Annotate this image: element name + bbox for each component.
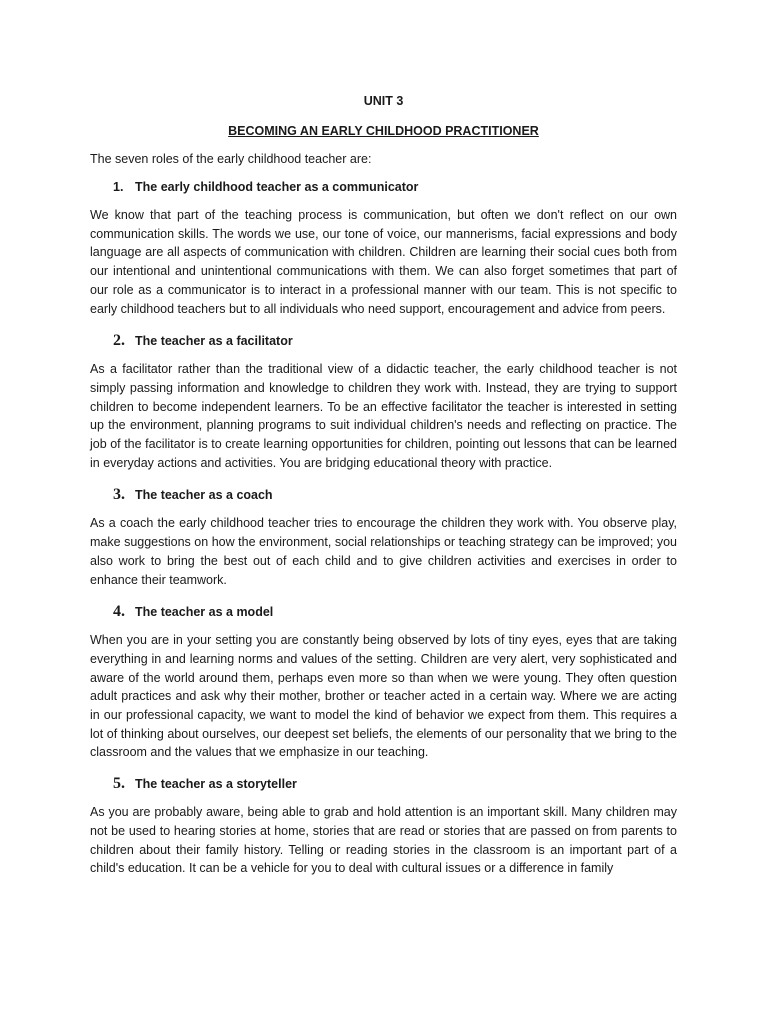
section-heading-3	[90, 486, 677, 504]
section-number: 2.	[113, 332, 125, 350]
section-number: 1.	[113, 180, 124, 194]
section-title: The early childhood teacher as a communicator	[135, 180, 419, 194]
section-title: The teacher as a facilitator	[135, 334, 293, 349]
intro-text: The seven roles of the early childhood teacher are:	[90, 152, 372, 166]
section-body-2: As a facilitator rather than the traditional view of a didactic teacher, the early childhood teacher is not simply passing information and knowledge to children they work with. Instead, they are trying to support children to become independent learners. To be an effective facilitator the teacher is interested in setting up the environment, planning programs to suit individual children's needs and reflecting on practice. The job of the facilitator is to create learning opportunities for children, pointing out lessons that can be learned in everyday actions and activities. You are bridging educational theory with practice.	[90, 362, 677, 470]
section-body-3: As a coach the early childhood teacher tries to encourage the children they work with. You observe play, make suggestions on how the environment, social relationships or teaching strategy can be improved; you also work to bring the best out of each child and to give children activities and exercises in order to enhance their teamwork.	[90, 516, 677, 587]
section-heading-2	[90, 332, 677, 350]
section-title: The teacher as a coach	[135, 488, 273, 503]
section-heading-5	[90, 775, 677, 793]
section-title: The teacher as a storyteller	[135, 777, 297, 792]
document-title: BECOMING AN EARLY CHILDHOOD PRACTITIONER	[228, 124, 539, 138]
section-heading-4	[90, 603, 677, 621]
section-title: The teacher as a model	[135, 605, 274, 620]
section-heading-1	[90, 179, 677, 196]
section-body-5: As you are probably aware, being able to grab and hold attention is an important skill. Many children may not be used to hearing stories at home, stories that are read or stories that are passed on from parents to children about their family history. Telling or reading stories in the classroom is an important part of a child's education. It can be a vehicle for you to deal with cultural issues or a difference in family	[90, 805, 677, 876]
section-number: 3.	[113, 486, 125, 504]
section-number: 4.	[113, 603, 125, 621]
section-body-4: When you are in your setting you are constantly being observed by lots of tiny eyes, eyes that are taking everything in and learning norms and values of the setting. Children are very alert, very sophisticated and aware of the world around them, perhaps even more so than when we were young. They often question adult practices and ask why their mother, brother or teacher acted in a certain way. Where we are acting in our professional capacity, we want to model the kind of behavior we expect from them. This requires a lot of thinking about ourselves, our deepest set beliefs, the elements of our personality that we bring to the classroom and the values that we emphasize in our teaching.	[90, 633, 677, 760]
section-number: 5.	[113, 775, 125, 793]
section-body-1: We know that part of the teaching process is communication, but often we don't reflect on our own communication skills. The words we use, our tone of voice, our mannerisms, facial expressions and body language are all aspects of communication with children. Children are learning their social cues both from our intentional and unintentional communications with them. We can also forget sometimes that part of our role as a communicator is to interact in a professional manner with our team. This is not specific to early childhood teachers but to all individuals who need support, encouragement and advice from peers.	[90, 208, 677, 316]
document-page	[90, 93, 677, 878]
unit-label: UNIT 3	[363, 94, 404, 108]
